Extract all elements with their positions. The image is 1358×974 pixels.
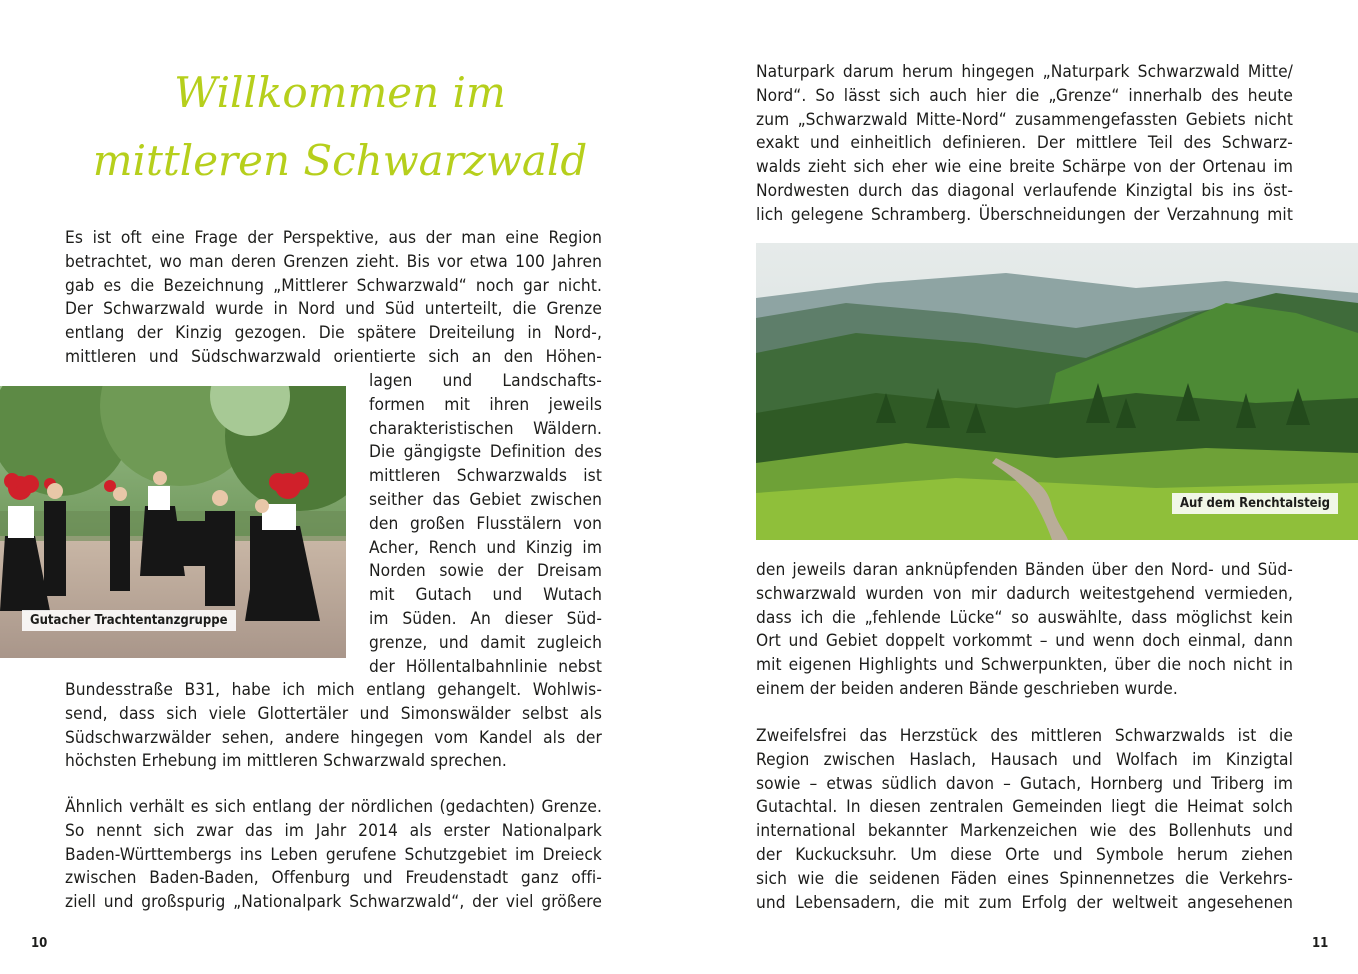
text-line: charakteristischen Wäldern. (369, 418, 602, 439)
left-paragraph-2 (65, 796, 602, 915)
text-line: Es ist oft eine Frage der Perspektive, aus der man eine Region (65, 228, 602, 248)
text-line: sich wie die seidenen Fäden eines Spinnennetzes die Verkehrs- (756, 868, 1293, 889)
text-line: Gutachtal. In diesen zentralen Gemeinden liegt die Heimat solch (756, 797, 1293, 818)
text-line: entlang der Kinzig gezogen. Die spätere Dreiteilung in Nord-, (65, 323, 602, 344)
text-line: mit Gutach und Wutach (369, 585, 602, 606)
photo-renchtalsteig-landscape (756, 243, 1358, 540)
page-number-right: 11 (1312, 936, 1329, 951)
text-line: Nord“. So lässt sich auch hier die „Grenze“ innerhalb des heute (756, 85, 1293, 106)
text-line: dass ich die „fehlende Lücke“ so auswählte, dass möglichst kein (756, 607, 1293, 628)
text-line: den jeweils daran anknüpfenden Bänden über den Nord- und Süd- (756, 560, 1293, 580)
photo-folk-dance-group (0, 386, 346, 658)
text-line: gab es die Bezeichnung „Mittlerer Schwarzwald“ noch gar nicht. (65, 275, 602, 296)
text-line: betrachtet, wo man deren Grenzen zieht. Bis vor etwa 100 Jahren (65, 251, 602, 272)
photo-caption: Gutacher Trachtentanzgruppe (22, 610, 236, 631)
text-line: Region zwischen Haslach, Hausach und Wolfach im Kinzigtal (756, 749, 1293, 770)
text-line: mittleren und Südschwarzwald orientierte sich an den Höhen- (65, 346, 602, 367)
right-paragraph-2 (756, 559, 1293, 702)
text-line: und Lebensadern, die mit zum Erfolg der weltweit angesehenen (756, 892, 1293, 913)
right-paragraph-3 (756, 725, 1293, 915)
left-paragraph-1-bottom (65, 679, 602, 774)
page-number-left: 10 (31, 936, 48, 951)
text-line: lagen und Landschafts- (369, 371, 602, 391)
page-title-line-2: mittleren Schwarzwald (92, 136, 588, 185)
text-line: walds zieht sich eher wie eine breite Schärpe von der Ortenau im (756, 157, 1293, 178)
text-line: sowie – etwas südlich davon – Gutach, Hornberg und Triberg im (756, 773, 1293, 794)
right-paragraph-1 (756, 61, 1293, 228)
text-line: Ähnlich verhält es sich entlang der nördlichen (gedachten) Grenze. (65, 797, 602, 817)
text-line: einem der beiden anderen Bände geschrieben wurde. (756, 678, 1178, 699)
text-line: Bundesstraße B31, habe ich mich entlang gehangelt. Wohlwis- (65, 680, 602, 700)
text-line: exakt und einheitlich definieren. Der mittlere Teil des Schwarz- (756, 133, 1293, 154)
text-line: lich gelegene Schramberg. Überschneidungen der Verzahnung mit (756, 204, 1293, 225)
text-line: schwarzwald wurden von mir dadurch weitestgehend vermieden, (756, 583, 1293, 604)
text-line: Zweifelsfrei das Herzstück des mittleren Schwarzwalds ist die (756, 726, 1293, 746)
text-line: Der Schwarzwald wurde in Nord und Süd unterteilt, die Grenze (65, 299, 602, 320)
text-line: Naturpark darum herum hingegen „Naturpark Schwarzwald Mitte/ (756, 62, 1293, 82)
text-line: send, dass sich viele Glottertäler und Simonswälder selbst als (65, 703, 602, 724)
text-line: Südschwarzwälder sehen, andere hingegen vom Kandel als der (65, 727, 602, 748)
text-line: Baden-Württembergs ins Leben gerufene Schutzgebiet im Dreieck (65, 844, 602, 865)
photo-caption: Auf dem Renchtalsteig (1172, 493, 1338, 514)
left-paragraph-1-top (65, 227, 602, 370)
text-line: ziell und großspurig „Nationalpark Schwarzwald“, der viel größere (65, 892, 602, 913)
text-line: Die gängigste Definition des (369, 442, 602, 463)
text-line: der Kuckucksuhr. Um diese Orte und Symbole herum ziehen (756, 844, 1293, 865)
text-line: der Höllentalbahnlinie nebst (369, 656, 602, 677)
text-line: mittleren Schwarzwalds ist (369, 466, 602, 487)
left-paragraph-1-side (369, 370, 602, 679)
text-line: zum „Schwarzwald Mitte-Nord“ zusammengefassten Gebiets nicht (756, 109, 1293, 130)
text-line: Nordwesten durch das diagonal verlaufende Kinzigtal bis ins öst- (756, 180, 1293, 201)
text-line: seither das Gebiet zwischen (369, 489, 602, 510)
text-line: grenze, und damit zugleich (369, 632, 602, 653)
text-line: im Süden. An dieser Süd- (369, 608, 602, 629)
text-line: zwischen Baden-Baden, Offenburg und Freudenstadt ganz offi- (65, 868, 602, 889)
text-line: international bekannter Markenzeichen wie des Bollenhuts und (756, 821, 1293, 842)
text-line: höchsten Erhebung im mittleren Schwarzwald sprechen. (65, 751, 507, 772)
text-line: Ort und Gebiet doppelt vorkommt – und wenn doch einmal, dann (756, 631, 1293, 652)
text-line: formen mit ihren jeweils (369, 394, 602, 415)
text-line: Norden sowie der Dreisam (369, 561, 602, 582)
text-line: Acher, Rench und Kinzig im (369, 537, 602, 558)
text-line: mit eigenen Highlights und Schwerpunkten, über die noch nicht in (756, 655, 1293, 676)
text-line: So nennt sich zwar das im Jahr 2014 als erster Nationalpark (65, 820, 602, 841)
page-title-line-1: Willkommen im (174, 68, 506, 117)
text-line: den großen Flusstälern von (369, 513, 602, 534)
